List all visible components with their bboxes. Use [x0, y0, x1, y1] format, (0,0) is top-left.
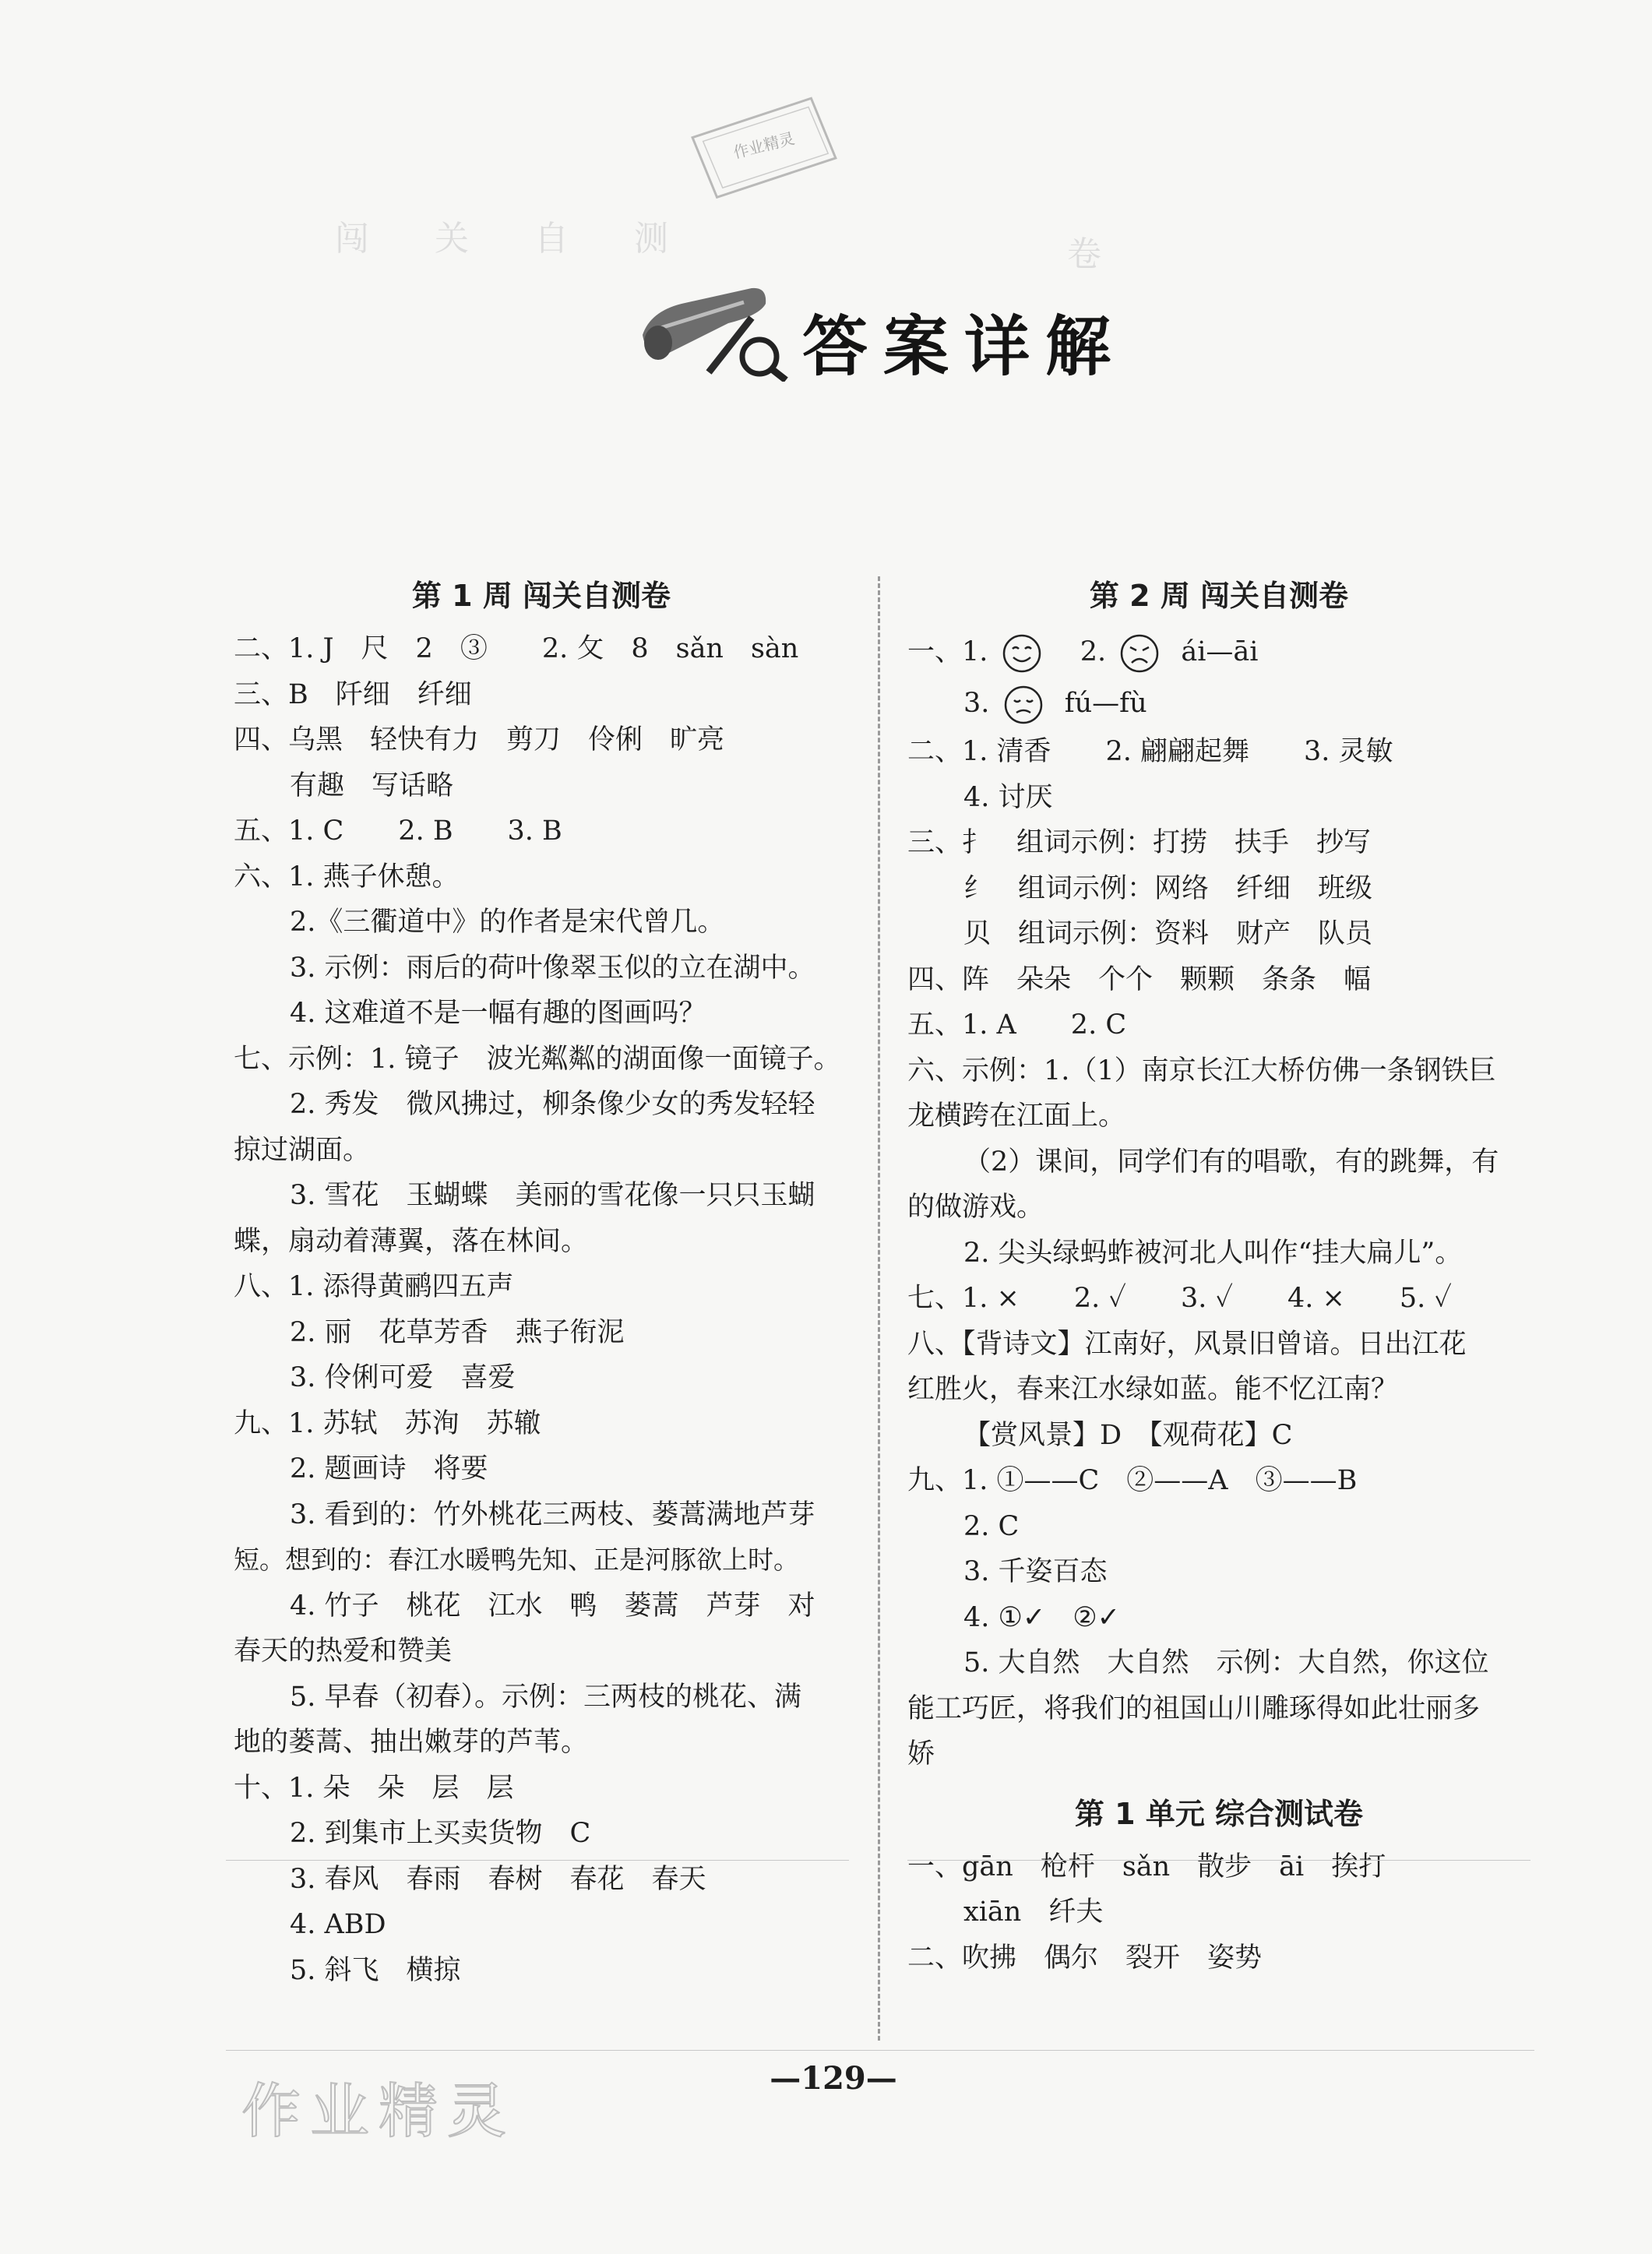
- answer-line: 五、1. A 2. C: [907, 1009, 1127, 1041]
- answer-line: 3. 雪花 玉蝴蝶 美丽的雪花像一只只玉蝴: [290, 1180, 815, 1211]
- answer-line: 地的蒌蒿、抽出嫩芽的芦苇。: [234, 1727, 589, 1758]
- answer-line: xiān 纤夫: [963, 1897, 1104, 1928]
- answer-line: 2. 秀发 微风拂过，柳条像少女的秀发轻轻: [290, 1089, 815, 1120]
- answer-line: 四、乌黑 轻快有力 剪刀 伶俐 旷亮: [234, 724, 725, 755]
- answer-line: 蝶，扇动着薄翼，落在林间。: [234, 1225, 589, 1257]
- answer-line: 娇: [907, 1738, 935, 1770]
- answer-line: 的做游戏。: [907, 1192, 1044, 1223]
- answer-line: 5. 斜飞 横掠: [290, 1954, 461, 1986]
- answer-line: 一、gān 枪杆 sǎn 散步 āi 挨打: [907, 1851, 1386, 1882]
- horizontal-rule: [907, 1860, 1530, 1861]
- answer-label: 3.: [963, 688, 990, 719]
- answer-line: 2. C: [963, 1510, 1020, 1542]
- horizontal-rule: [226, 2050, 1534, 2051]
- answer-line-faces: [907, 626, 1530, 678]
- answer-line: 4. ①✓ ②✓: [963, 1601, 1120, 1633]
- answer-label: 一、1.: [907, 636, 988, 667]
- answer-line: 3. 千姿百态: [963, 1556, 1108, 1587]
- answer-line: 4. 竹子 桃花 江水 鸭 蒌蒿 芦芽 对: [290, 1590, 815, 1622]
- answer-line: 红胜火，春来江水绿如蓝。能不忆江南？: [907, 1374, 1399, 1405]
- answer-line: 二、1. 清香 2. 翩翩起舞 3. 灵敏: [907, 736, 1393, 767]
- pinyin-answer: ái—āi: [1181, 636, 1259, 667]
- answer-line: 3. 看到的：竹外桃花三两枝、蒌蒿满地芦芽: [290, 1499, 815, 1530]
- answer-line: 三、B 阡细 纤细: [234, 678, 472, 710]
- answer-line: 龙横跨在江面上。: [907, 1101, 1126, 1132]
- section-title-week1: 第 1 周 闯关自测卷: [411, 579, 671, 613]
- answer-line: 贝 组词示例：资料 财产 队员: [963, 918, 1373, 949]
- answer-line: 【赏风景】D 【观荷花】C: [963, 1419, 1293, 1451]
- answer-line-faces: [907, 678, 1530, 729]
- watermark-text: 作业精灵: [241, 2076, 516, 2146]
- answer-line: 3. 春风 春雨 春树 春花 春天: [290, 1863, 706, 1895]
- sad-face-icon: [1119, 633, 1160, 674]
- answer-line: 2. 到集市上买卖货物 C: [290, 1818, 591, 1849]
- answer-line: 3. 示例：雨后的荷叶像翠玉似的立在湖中。: [290, 952, 815, 984]
- answer-line: 有趣 写话略: [290, 770, 454, 801]
- answer-line: 五、1. C 2. B 3. B: [234, 815, 562, 847]
- answer-label: 2.: [1080, 636, 1107, 667]
- ghost-text: 卷: [1067, 234, 1117, 274]
- left-column: [234, 569, 849, 1993]
- smiley-face-icon: [1002, 633, 1042, 674]
- answer-line: 5. 早春（初春）。示例：三两枝的桃花、满: [290, 1681, 802, 1713]
- answer-line: 三、扌 组词示例：打捞 扶手 抄写: [907, 827, 1372, 858]
- answer-line: 2. 题画诗 将要: [290, 1453, 488, 1484]
- stamp-text: 作业精灵: [731, 129, 797, 163]
- scroll-magnifier-icon: [635, 280, 791, 382]
- page-number: —129—: [770, 2060, 897, 2097]
- answer-line: 八、【背诗文】江南好，风景旧曾谙。日出江花: [907, 1328, 1467, 1360]
- answer-line: 四、阵 朵朵 个个 颗颗 条条 幅: [907, 963, 1372, 995]
- answer-line: 2. 丽 花草芳香 燕子衔泥: [290, 1316, 625, 1348]
- answer-line: 4. ABD: [290, 1909, 386, 1940]
- answer-line: （2）课间，同学们有的唱歌，有的跳舞，有: [963, 1146, 1499, 1178]
- answer-line: 七、1. × 2. ✓ 3. ✓ 4. × 5. ✓: [907, 1283, 1452, 1314]
- answer-line: 六、1. 燕子休憩。: [234, 861, 460, 893]
- answer-line: 十、1. 朵 朵 层 层: [234, 1772, 514, 1804]
- answer-line: 4. 这难道不是一幅有趣的图画吗？: [290, 998, 706, 1029]
- answer-line: 3. 伶俐可爱 喜爱: [290, 1362, 516, 1393]
- unhappy-face-icon: [1003, 685, 1044, 725]
- answer-line: 5. 大自然 大自然 示例：大自然，你这位: [963, 1647, 1489, 1678]
- column-divider: [878, 576, 880, 2041]
- answer-line: 春天的热爱和赞美: [234, 1636, 453, 1667]
- answer-line: 二、吹拂 偶尔 裂开 姿势: [907, 1942, 1263, 1974]
- stamp-logo: [682, 89, 846, 208]
- horizontal-rule: [226, 1860, 849, 1861]
- pinyin-answer: fú—fù: [1064, 688, 1147, 719]
- answer-line: 九、1. ①——C ②——A ③——B: [907, 1465, 1358, 1496]
- ghost-text: 闯 关 自 测: [335, 219, 684, 259]
- answer-line: 纟 组词示例：网络 纤细 班级: [963, 872, 1373, 904]
- answer-line: 八、1. 添得黄鹂四五声: [234, 1271, 514, 1302]
- section-title-unit1: 第 1 单元 综合测试卷: [1074, 1796, 1364, 1831]
- answer-line: 掠过湖面。: [234, 1134, 371, 1166]
- answer-line: 七、示例：1. 镜子 波光粼粼的湖面像一面镜子。: [234, 1043, 841, 1075]
- answer-line: 2. 尖头绿蚂蚱被河北人叫作“挂大扁儿”。: [963, 1237, 1463, 1269]
- answer-line: 2.《三衢道中》的作者是宋代曾几。: [290, 907, 725, 938]
- section-title-week2: 第 2 周 闯关自测卷: [1089, 579, 1349, 613]
- answer-line: 能工巧匠，将我们的祖国山川雕琢得如此壮丽多: [907, 1692, 1481, 1724]
- right-column: [907, 569, 1530, 1981]
- answer-line: 4. 讨厌: [963, 781, 1053, 813]
- answer-line: 六、示例：1.（1）南京长江大桥仿佛一条钢铁巨: [907, 1055, 1496, 1086]
- answer-line: 九、1. 苏轼 苏洵 苏辙: [234, 1407, 541, 1439]
- answer-line: 短。想到的：春江水暖鸭先知、正是河豚欲上时。: [234, 1544, 799, 1575]
- page-title: 答案详解: [802, 308, 1127, 385]
- answer-line: 二、1. J 尺 2 ③ 2. 攵 8 sǎn sàn: [234, 633, 799, 664]
